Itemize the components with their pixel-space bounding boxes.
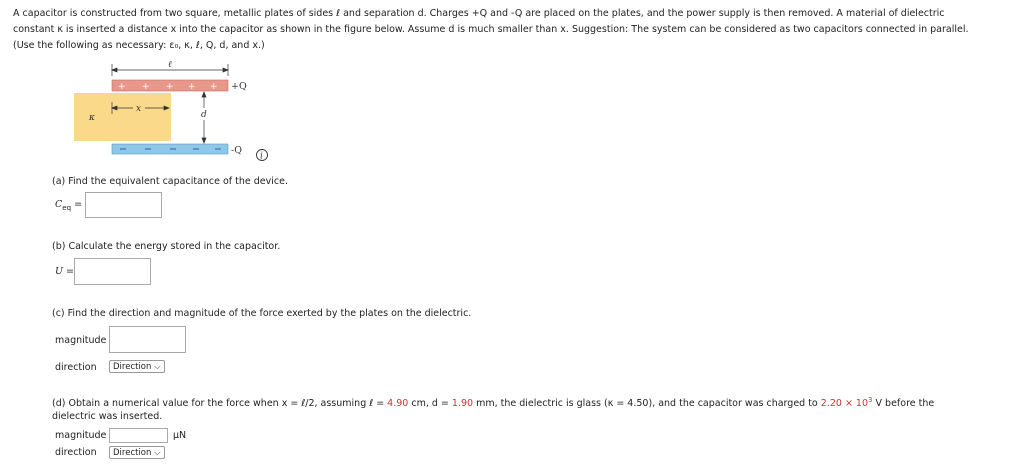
part-c-magnitude-label: magnitude: [55, 335, 107, 346]
ceq-input[interactable]: [85, 192, 162, 218]
ell-value: 4.90: [387, 398, 409, 410]
plus-sign: +: [118, 82, 126, 92]
part-c-direction-value: Direction: [113, 362, 152, 372]
part-d-text: cm, d =: [408, 398, 452, 410]
part-c-prompt: (c) Find the direction and magnitude of the force exerted by the plates on the dielectric.: [52, 308, 472, 319]
plus-q-label: +Q: [231, 81, 247, 92]
part-d-direction-label: direction: [55, 447, 97, 458]
ceq-label: [55, 199, 82, 212]
d-label: d: [201, 110, 207, 120]
part-d-prompt: [52, 396, 934, 409]
u-equals: =: [66, 266, 75, 277]
u-input[interactable]: [74, 258, 151, 285]
voltage-value: [821, 398, 873, 409]
part-d-text: V before the: [872, 398, 935, 410]
problem-statement: [13, 6, 1019, 54]
part-d-magnitude-label: magnitude: [55, 430, 107, 441]
plus-sign: +: [210, 82, 218, 92]
ceq-symbol: C: [55, 199, 63, 210]
minus-q-label: -Q: [231, 145, 242, 156]
chevron-down-icon: ⌵: [154, 362, 161, 372]
ceq-subscript: eq: [62, 203, 72, 212]
part-d-direction-select[interactable]: [109, 446, 165, 459]
intro-line-1: A capacitor is constructed from two square, metallic plates of sides ℓ and separation d. Charges +Q and -Q are placed on the plates, and the power supply is then removed. A material of dielectric: [13, 8, 945, 19]
u-symbol: U: [55, 266, 64, 277]
plus-sign: +: [142, 82, 150, 92]
part-c-magnitude-input[interactable]: [109, 326, 186, 353]
part-d-text: mm, the dielectric is glass (κ = 4.50), and the capacitor was charged to: [473, 398, 821, 410]
intro-line-2: constant κ is inserted a distance x into the capacitor as shown in the figure below. Assume d is much smaller than x. Suggestion: The system can be considered as two capacitors connected in parallel.: [13, 24, 969, 35]
part-b-prompt: (b) Calculate the energy stored in the capacitor.: [52, 241, 281, 252]
ell-label: ℓ: [168, 60, 172, 70]
plus-sign: +: [188, 82, 196, 92]
u-label: [55, 266, 74, 277]
capacitor-figure: [70, 58, 280, 168]
part-d-direction-value: Direction: [113, 448, 152, 458]
part-c-direction-select[interactable]: [109, 360, 165, 373]
x-label: x: [136, 104, 142, 114]
info-icon-glyph: i: [260, 151, 263, 162]
intro-line-3: (Use the following as necessary: ε₀, κ, ℓ, Q, d, and x.): [13, 40, 265, 51]
part-c-direction-label: direction: [55, 362, 97, 373]
part-d-unit: µN: [173, 430, 187, 441]
kappa-label: κ: [89, 113, 95, 123]
part-d-magnitude-input[interactable]: [109, 428, 168, 443]
d-value: 1.90: [451, 398, 474, 410]
part-d-text: (d) Obtain a numerical value for the force when x = ℓ/2, assuming ℓ =: [52, 398, 388, 410]
part-a-prompt: (a) Find the equivalent capacitance of the device.: [52, 176, 289, 187]
part-d-prompt-line2: dielectric was inserted.: [52, 411, 163, 422]
chevron-down-icon: ⌵: [154, 448, 161, 458]
plus-sign: +: [166, 82, 174, 92]
voltage-exponent: 3: [868, 396, 873, 404]
voltage-mantissa: 2.20 × 10: [820, 398, 869, 410]
ceq-equals: =: [74, 199, 83, 210]
